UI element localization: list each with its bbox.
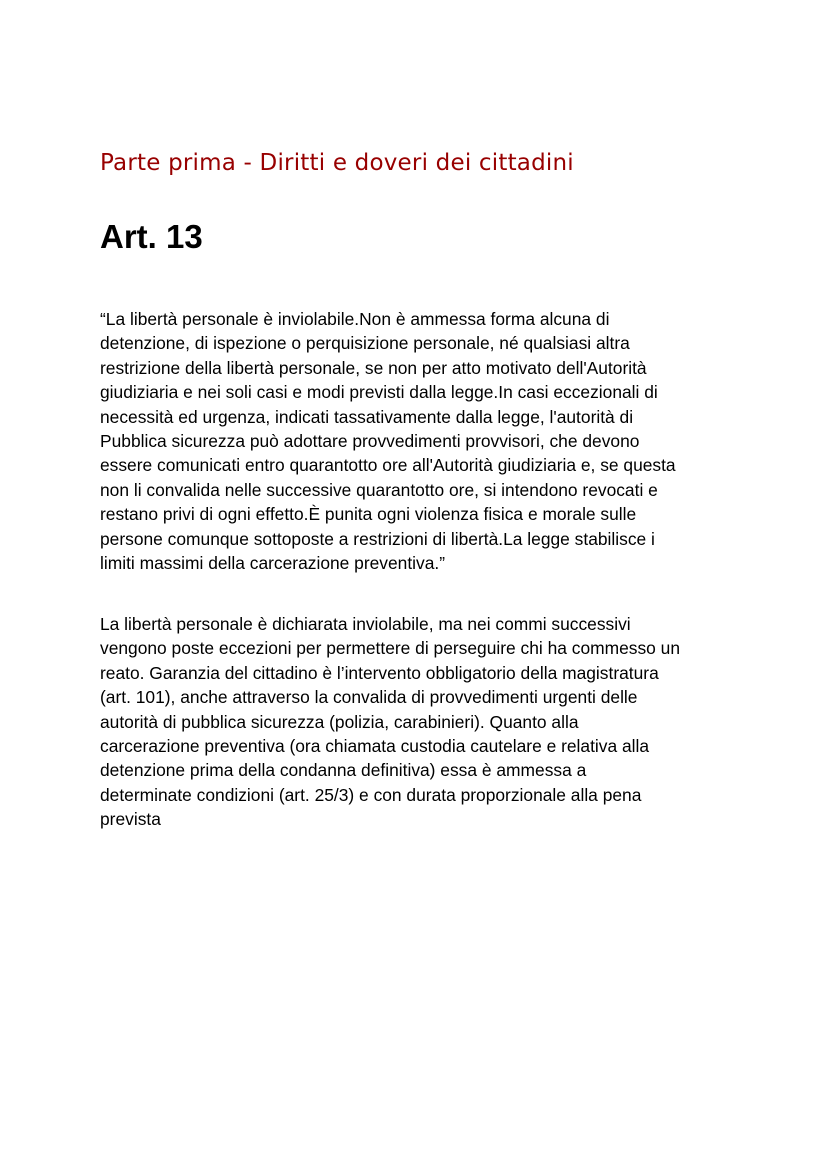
commentary-line: prevista bbox=[100, 809, 161, 830]
quote-line: persone comunque sottoposte a restrizioni di libertà.La legge stabilisce i bbox=[100, 528, 655, 549]
quote-line: limiti massimi della carcerazione preventiva.” bbox=[100, 553, 446, 574]
quote-line: essere comunicati entro quarantotto ore all'Autorità giudiziaria e, se questa bbox=[100, 455, 676, 476]
quote-line: Pubblica sicurezza può adottare provvedimenti provvisori, che devono bbox=[100, 431, 640, 452]
quote-line: giudiziaria e nei soli casi e modi previsti dalla legge.In casi eccezionali di bbox=[100, 382, 658, 403]
commentary-line: detenzione prima della condanna definitiva) essa è ammessa a bbox=[100, 760, 587, 781]
quote-line: necessità ed urgenza, indicati tassativamente dalla legge, l'autorità di bbox=[100, 406, 634, 427]
quote-line: non li convalida nelle successive quarantotto ore, si intendono revocati e bbox=[100, 479, 658, 500]
quote-line: detenzione, di ispezione o perquisizione personale, né qualsiasi altra bbox=[100, 333, 630, 354]
commentary-line: vengono poste eccezioni per permettere di perseguire chi ha commesso un bbox=[100, 638, 681, 659]
quote-line: restano privi di ogni effetto.È punita ogni violenza fisica e morale sulle bbox=[100, 504, 637, 525]
commentary-line: carcerazione preventiva (ora chiamata custodia cautelare e relativa alla bbox=[100, 736, 650, 757]
commentary-line: La libertà personale è dichiarata inviolabile, ma nei commi successivi bbox=[100, 614, 631, 634]
article-quote bbox=[100, 307, 740, 575]
commentary-paragraph bbox=[100, 612, 740, 832]
commentary-line: (art. 101), anche attraverso la convalida di provvedimenti urgenti delle bbox=[100, 687, 638, 708]
section-title: Parte prima - Diritti e doveri dei cittadini bbox=[100, 150, 574, 176]
commentary-line: autorità di pubblica sicurezza (polizia, carabinieri). Quanto alla bbox=[100, 711, 579, 732]
article-title: Art. 13 bbox=[100, 218, 203, 255]
commentary-line: reato. Garanzia del cittadino è l’intervento obbligatorio della magistratura bbox=[100, 662, 659, 683]
quote-line: restrizione della libertà personale, se non per atto motivato dell'Autorità bbox=[100, 357, 647, 378]
quote-line: “La libertà personale è inviolabile.Non è ammessa forma alcuna di bbox=[100, 309, 610, 329]
commentary-line: determinate condizioni (art. 25/3) e con durata proporzionale alla pena bbox=[100, 784, 642, 805]
